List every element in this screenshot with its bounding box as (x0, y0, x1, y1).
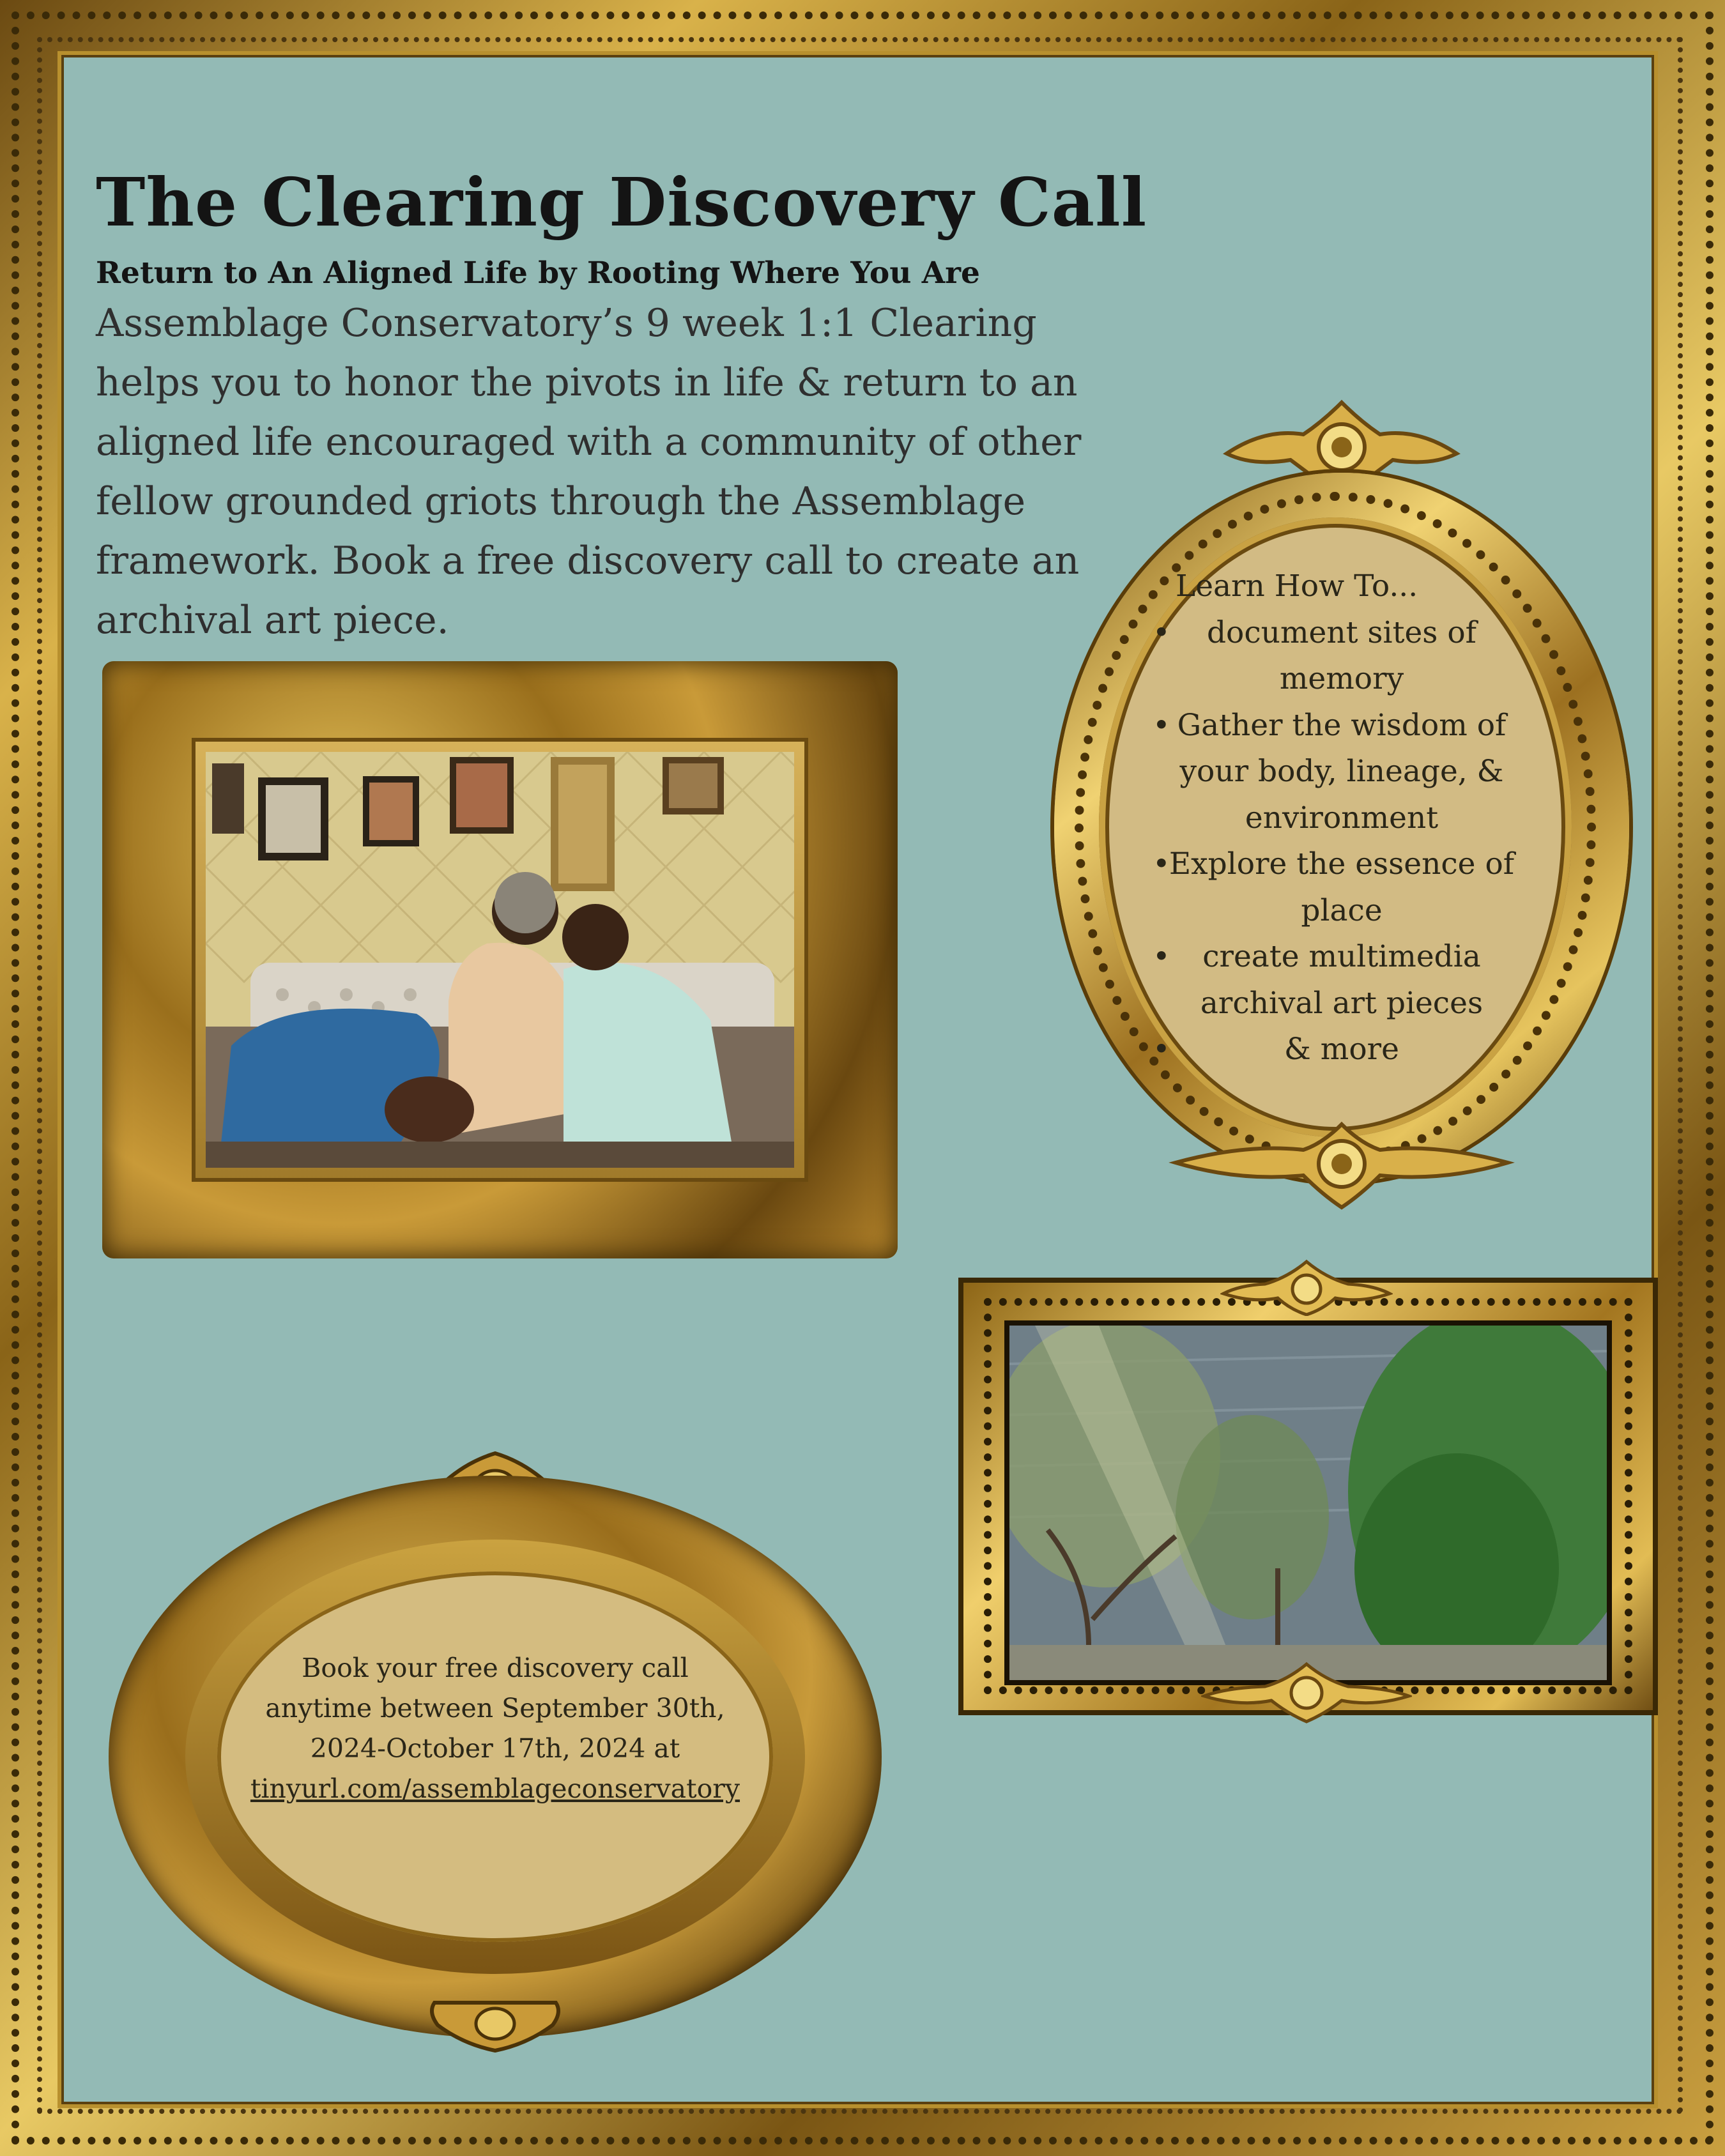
learn-item: • create multimedia archival art pieces (1163, 934, 1521, 1027)
booking-line: Book your free discovery call (302, 1653, 689, 1683)
bottom-ornament (1201, 1661, 1412, 1725)
learn-item: • document sites of memory (1163, 610, 1521, 703)
booking-line: anytime between September 30th, (265, 1693, 725, 1724)
page-title: The Clearing Discovery Call (96, 163, 1147, 241)
learn-item: • Explore the essence of place (1163, 841, 1521, 934)
booking-text-block (109, 1648, 882, 1809)
top-ornament (1220, 1258, 1393, 1316)
river-photo (1009, 1326, 1607, 1680)
page-subtitle: Return to An Aligned Life by Rooting Where You Are (96, 256, 980, 291)
family-photo (206, 752, 794, 1168)
frame-mat (192, 738, 808, 1182)
oval-frame-learn (1048, 396, 1636, 1214)
bottom-flourish-ornament (1150, 1118, 1533, 1214)
intro-paragraph: Assemblage Conservatory’s 9 week 1:1 Clearing helps you to honor the pivots in life & return to an aligned life encouraged with a community of other fellow grounded griots through the Assemblage framework. Book a free discovery call to create an archival art piece. (96, 301, 1082, 643)
oval-frame-booking (109, 1450, 882, 2054)
learn-item: • Gather the wisdom of your body, lineage, & environment (1163, 703, 1521, 842)
learn-list-block (1163, 563, 1521, 1073)
learn-item: • & more (1163, 1027, 1521, 1073)
bottom-crest-ornament (425, 1999, 565, 2054)
learn-list (1163, 610, 1521, 1073)
ornate-frame-family-photo (102, 661, 898, 1258)
ornate-frame-river-photo (958, 1278, 1658, 1715)
booking-link[interactable]: tinyurl.com/assemblageconservatory (250, 1773, 740, 1804)
learn-heading: Learn How To... (1176, 569, 1418, 604)
booking-line: 2024-October 17th, 2024 at (310, 1733, 680, 1764)
